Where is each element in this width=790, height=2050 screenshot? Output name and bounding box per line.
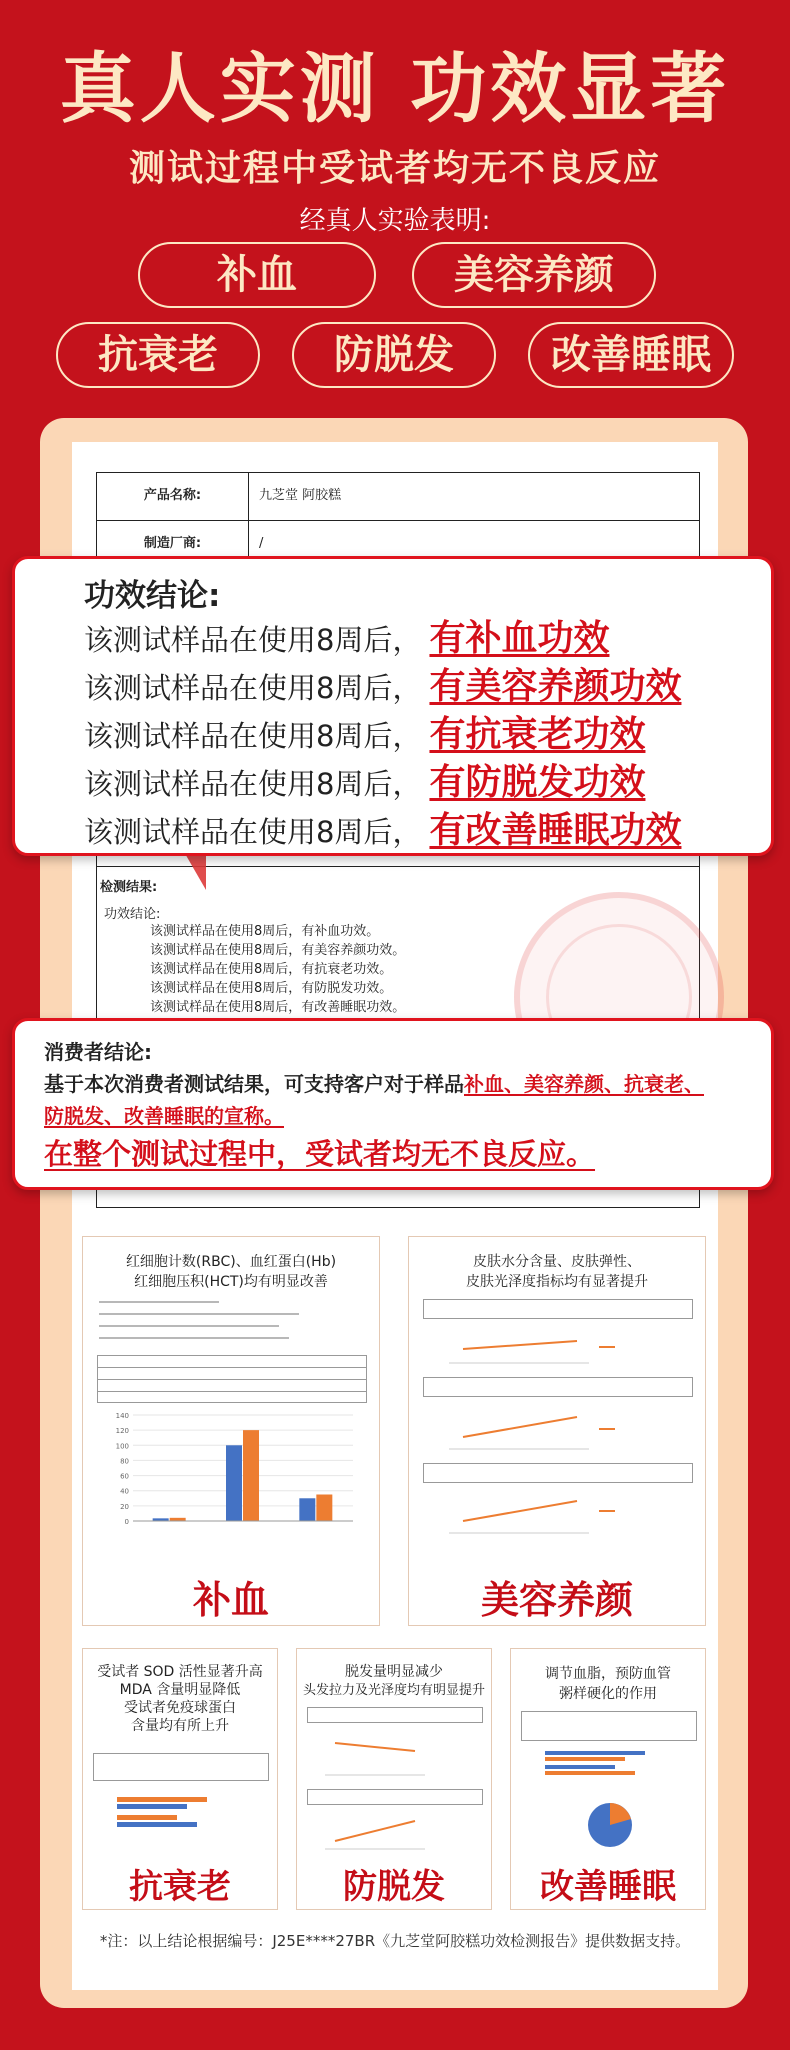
panel-label: 防脱发 <box>343 1867 445 1907</box>
y-tick-label: 60 <box>120 1472 129 1481</box>
detect-line: 该测试样品在使用8周后，有补血功效。 <box>150 924 380 939</box>
consumer-body-text: 基于本次消费者测试结果，可支持客户对于样品 <box>44 1072 464 1096</box>
blood-bar-chart <box>103 1409 361 1539</box>
lipid-pie-chart <box>575 1795 645 1855</box>
y-tick-label: 100 <box>115 1442 129 1451</box>
efficacy-row <box>84 658 681 706</box>
mini-table <box>307 1707 483 1723</box>
y-tick-label: 80 <box>120 1457 129 1466</box>
panel-title: 皮肤光泽度指标均有显著提升 <box>466 1274 648 1290</box>
mini-table <box>423 1463 693 1483</box>
panel-label: 补血 <box>192 1578 269 1622</box>
row-value: / <box>259 536 264 551</box>
doc-text-line <box>99 1301 219 1303</box>
panel-label: 抗衰老 <box>129 1867 231 1907</box>
skin-gloss-chart <box>439 1489 659 1539</box>
hairloss-chart <box>315 1729 475 1781</box>
mini-table <box>521 1711 697 1741</box>
efficacy-row <box>84 706 645 754</box>
consumer-body <box>44 1068 764 1132</box>
bar <box>226 1445 242 1521</box>
consumer-claims: 补血、美容养颜、抗衰老、 <box>464 1072 704 1096</box>
sod-mda-chart <box>107 1789 257 1849</box>
mini-table-rule <box>97 1367 367 1368</box>
efficacy-claim: 有补血功效 <box>429 618 610 659</box>
hero-subtitle: 测试过程中受试者均无不良反应 <box>128 148 661 189</box>
panel-sleep <box>510 1648 706 1910</box>
efficacy-claim: 有抗衰老功效 <box>429 714 646 755</box>
detect-line: 该测试样品在使用8周后，有美容养颜功效。 <box>150 943 406 958</box>
y-tick-label: 0 <box>124 1518 129 1526</box>
consumer-title: 消费者结论: <box>44 1040 152 1064</box>
efficacy-row <box>84 610 609 658</box>
doc-text-line <box>99 1313 299 1315</box>
bar <box>243 1430 259 1521</box>
detect-results <box>100 876 660 1017</box>
mini-table-rule <box>97 1379 367 1380</box>
detect-subheading: 功效结论: <box>104 907 161 922</box>
mini-table-rule <box>97 1391 367 1392</box>
y-tick-label: 20 <box>120 1502 129 1511</box>
panel-title: 红细胞计数(RBC)、血红蛋白(Hb) <box>125 1254 337 1270</box>
efficacy-row <box>84 802 681 850</box>
row-key: 产品名称: <box>97 473 249 520</box>
panel-title: 粥样硬化的作用 <box>559 1686 657 1702</box>
efficacy-claim: 有美容养颜功效 <box>429 666 682 707</box>
doc-text-line <box>99 1325 279 1327</box>
panel-title: 含量均有所上升 <box>131 1718 229 1734</box>
pill-sleep: 改善睡眠 <box>528 322 734 388</box>
footnote: *注：以上结论根据编号：J25E****27BR《九芝堂阿胶糕功效检测报告》提供数据支持。 <box>99 1932 691 1950</box>
mini-table <box>423 1299 693 1319</box>
hero-title: 真人实测 功效显著 <box>59 44 731 133</box>
panel-anti-hairloss <box>296 1648 492 1910</box>
lipid-bar-chart <box>535 1747 685 1789</box>
panel-beauty <box>408 1236 706 1626</box>
panel-title: 红细胞压积(HCT)均有明显改善 <box>134 1274 328 1290</box>
table-row <box>97 473 699 521</box>
pill-beauty: 美容养颜 <box>412 242 656 308</box>
doc-text-line <box>99 1337 289 1339</box>
detect-heading: 检测结果: <box>100 880 158 895</box>
pill-anti-hairloss: 防脱发 <box>292 322 496 388</box>
pill-blood: 补血 <box>138 242 376 308</box>
efficacy-title: 功效结论: <box>84 578 221 614</box>
efficacy-claim: 有防脱发功效 <box>429 762 646 803</box>
panel-title: 脱发量明显减少 <box>345 1664 443 1680</box>
y-tick-label: 120 <box>115 1427 129 1436</box>
skin-elasticity-chart <box>439 1403 659 1455</box>
panel-title: 调节血脂，预防血管 <box>545 1666 671 1682</box>
pill-anti-aging: 抗衰老 <box>56 322 260 388</box>
efficacy-prefix: 该测试样品在使用8周后， <box>84 815 422 849</box>
y-tick-label: 40 <box>120 1487 129 1496</box>
mini-table <box>307 1789 483 1805</box>
efficacy-prefix: 该测试样品在使用8周后， <box>84 671 422 705</box>
consumer-safety: 在整个测试过程中，受试者均无不良反应。 <box>44 1137 596 1171</box>
bar <box>299 1498 315 1521</box>
panel-label: 改善睡眠 <box>540 1867 676 1907</box>
row-value: 九芝堂 阿胶糕 <box>259 488 342 503</box>
skin-moisture-chart <box>439 1325 659 1369</box>
panel-title: 皮肤水分含量、皮肤弹性、 <box>473 1254 641 1270</box>
panel-label: 美容养颜 <box>480 1578 633 1622</box>
panel-title: 受试者免疫球蛋白 <box>124 1700 236 1716</box>
panel-anti-aging <box>82 1648 278 1910</box>
consumer-claims: 防脱发、改善睡眠的宣称。 <box>44 1104 284 1128</box>
efficacy-row <box>84 754 645 802</box>
panel-title: 头发拉力及光泽度均有明显提升 <box>302 1683 485 1698</box>
panel-title: 受试者 SOD 活性显著升高 <box>97 1664 263 1680</box>
hair-strength-chart <box>315 1809 475 1853</box>
hero-note: 经真人实验表明: <box>299 206 491 236</box>
panel-title: MDA 含量明显降低 <box>119 1682 241 1698</box>
mini-table <box>93 1753 269 1781</box>
row-key: 制造厂商: <box>97 521 249 568</box>
detect-line: 该测试样品在使用8周后，有改善睡眠功效。 <box>150 1000 406 1015</box>
y-tick-label: 140 <box>115 1412 129 1420</box>
mini-table <box>423 1377 693 1397</box>
efficacy-claim: 有改善睡眠功效 <box>429 810 682 851</box>
efficacy-prefix: 该测试样品在使用8周后， <box>84 623 422 657</box>
detect-line: 该测试样品在使用8周后，有抗衰老功效。 <box>150 962 393 977</box>
bar <box>316 1495 332 1522</box>
panel-blood <box>82 1236 380 1626</box>
detect-line: 该测试样品在使用8周后，有防脱发功效。 <box>150 981 393 996</box>
efficacy-prefix: 该测试样品在使用8周后， <box>84 719 422 753</box>
efficacy-prefix: 该测试样品在使用8周后， <box>84 767 422 801</box>
